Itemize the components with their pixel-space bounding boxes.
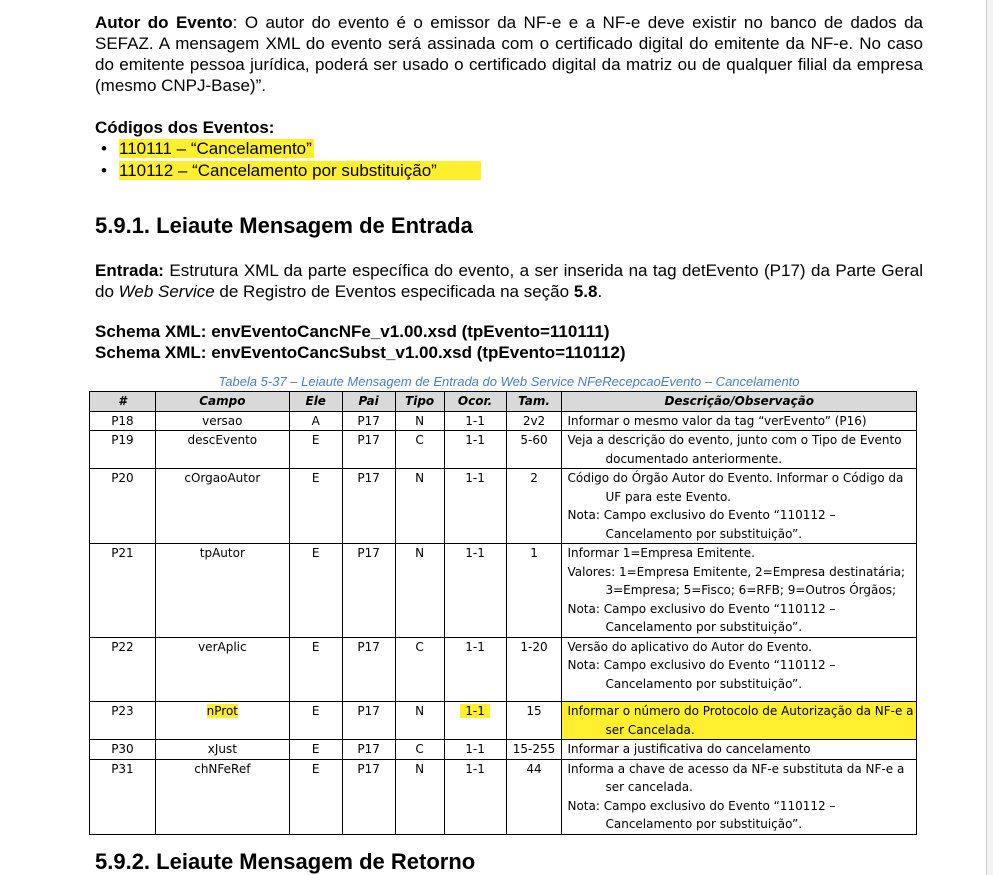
codes-list: [95, 138, 923, 182]
cell-ocor: 1-1: [444, 544, 506, 638]
cell-ele: E: [289, 759, 342, 834]
cell-desc: [562, 759, 917, 834]
cell-pai: P17: [342, 431, 395, 469]
cell-desc: [562, 411, 917, 431]
table-header-row: [90, 392, 917, 412]
cell-campo: cOrgaoAutor: [155, 469, 289, 544]
cell-id: P22: [90, 637, 156, 702]
list-item: [95, 160, 923, 182]
cell-campo: versao: [155, 411, 289, 431]
bullet: •: [101, 139, 107, 158]
autor-body: : O autor do evento é o emissor da NF-e e a NF-e deve existir no banco de dados da SEFAZ. A mensagem XML do evento será assinada com o certificado digital do emitente da NF-e. No caso do emitente pessoa jurídica, poderá ser usado o certificado digital da matriz ou de qualquer filial da empresa (mesmo CNPJ-Base)”.: [95, 13, 924, 95]
section-title-591: 5.9.1. Leiaute Mensagem de Entrada: [95, 213, 473, 238]
cell-pai: P17: [342, 759, 395, 834]
cell-ocor: 1-1: [444, 637, 506, 702]
schema-block: [95, 321, 923, 363]
desc-line: Nota: Campo exclusivo do Evento “110112 – Cancelamento por substituição”.: [567, 658, 836, 691]
cell-id: P19: [90, 431, 156, 469]
cell-tipo: N: [395, 544, 444, 638]
table-row: [90, 544, 917, 638]
code-110111: 110111 – “Cancelamento”: [119, 139, 312, 158]
col-header-ele: Ele: [289, 392, 342, 412]
col-header-id: #: [90, 392, 156, 412]
cell-ocor: 1-1: [444, 469, 506, 544]
highlighted-desc: Informar o número do Protocolo de Autorização da NF-e a ser Cancelada.: [562, 702, 916, 739]
cell-pai: P17: [342, 544, 395, 638]
codes-title: Códigos dos Eventos:: [95, 118, 275, 137]
cell-pai: P17: [342, 702, 395, 740]
table-row: [90, 740, 917, 760]
cell-pai: P17: [342, 411, 395, 431]
entrada-part2: de Registro de Eventos especificada na seção: [214, 282, 574, 301]
desc-line: Nota: Campo exclusivo do Evento “110112 – Cancelamento por substituição”.: [567, 601, 836, 634]
code-110112: 110112 – “Cancelamento por substituição”: [119, 161, 481, 180]
page-edge: [986, 0, 993, 875]
entrada-text: [95, 260, 923, 302]
highlighted-field: nProt: [206, 704, 239, 718]
cell-tam: 2v2: [506, 411, 562, 431]
cell-tipo: C: [395, 431, 444, 469]
schema-cancnfe: Schema XML: envEventoCancNFe_v1.00.xsd (tpEvento=110111): [95, 322, 610, 341]
cell-ocor: [444, 702, 506, 740]
cell-desc: [562, 637, 917, 702]
cell-id: P18: [90, 411, 156, 431]
cell-ele: E: [289, 544, 342, 638]
cell-ele: E: [289, 702, 342, 740]
col-header-ocor: Ocor.: [444, 392, 506, 412]
section-ref: 5.8: [573, 282, 598, 301]
desc-line: Informar 1=Empresa Emitente.: [567, 546, 755, 560]
cell-campo: xJust: [155, 740, 289, 760]
desc-line: Nota: Campo exclusivo do Evento “110112 – Cancelamento por substituição”.: [567, 508, 836, 541]
col-header-tam: Tam.: [506, 392, 562, 412]
col-header-pai: Pai: [342, 392, 395, 412]
cell-tipo: N: [395, 759, 444, 834]
col-header-tipo: Tipo: [395, 392, 444, 412]
desc-line: Informa a chave de acesso da NF-e substituta da NF-e a ser cancelada.: [567, 761, 905, 794]
table-row: [90, 411, 917, 431]
cell-ele: E: [289, 637, 342, 702]
autor-paragraph: [95, 12, 923, 96]
cell-tam: 1: [506, 544, 562, 638]
section-title-592: 5.9.2. Leiaute Mensagem de Retorno: [95, 849, 476, 874]
desc-line: Versão do aplicativo do Autor do Evento.: [567, 639, 812, 654]
cell-desc: [562, 544, 917, 638]
layout-table: [89, 391, 917, 835]
cell-desc: [562, 702, 917, 740]
cell-id: P21: [90, 544, 156, 638]
schema-cancsubst: Schema XML: envEventoCancSubst_v1.00.xsd (tpEvento=110112): [95, 343, 626, 362]
codes-block: [95, 118, 923, 182]
highlighted-ocor: 1-1: [460, 704, 490, 718]
table-row: [90, 469, 917, 544]
table-row: [90, 702, 917, 740]
desc-line: Informar o mesmo valor da tag “verEvento” (P16): [567, 413, 867, 428]
cell-tipo: C: [395, 637, 444, 702]
desc-line: Valores: 1=Empresa Emitente, 2=Empresa destinatária; 3=Empresa; 5=Fisco; 6=RFB; 9=Outros Órgãos;: [567, 564, 906, 597]
bullet: •: [101, 161, 107, 180]
cell-pai: P17: [342, 740, 395, 760]
cell-id: P20: [90, 469, 156, 544]
cell-desc: [562, 740, 917, 760]
cell-ocor: 1-1: [444, 411, 506, 431]
cell-ele: E: [289, 431, 342, 469]
table-caption: Tabela 5-37 – Leiaute Mensagem de Entrada do Web Service NFeRecepcaoEvento – Cancelamento: [218, 374, 800, 389]
cell-pai: P17: [342, 469, 395, 544]
cell-tam: 15: [506, 702, 562, 740]
cell-tam: 1-20: [506, 637, 562, 702]
cell-id: P23: [90, 702, 156, 740]
cell-desc: [562, 431, 917, 469]
list-item: [95, 138, 923, 160]
col-header-campo: Campo: [155, 392, 289, 412]
entrada-part1: Estrutura XML da parte específica do evento, a ser inserida na tag detEvento (P17) da Parte Geral do: [95, 261, 923, 301]
cell-tipo: N: [395, 469, 444, 544]
autor-label: Autor do Evento: [95, 13, 233, 32]
cell-tipo: N: [395, 702, 444, 740]
cell-tam: 44: [506, 759, 562, 834]
table-row: [90, 759, 917, 834]
cell-tam: 2: [506, 469, 562, 544]
cell-ele: E: [289, 740, 342, 760]
cell-tam: 15-255: [506, 740, 562, 760]
table-row: [90, 637, 917, 702]
cell-id: P30: [90, 740, 156, 760]
cell-campo: chNFeRef: [155, 759, 289, 834]
table-row: [90, 431, 917, 469]
cell-ocor: 1-1: [444, 740, 506, 760]
cell-ocor: 1-1: [444, 759, 506, 834]
desc-line: Código do Órgão Autor do Evento. Informar o Código da UF para este Evento.: [567, 471, 904, 504]
autor-text: [95, 12, 923, 96]
cell-campo: tpAutor: [155, 544, 289, 638]
cell-pai: P17: [342, 637, 395, 702]
cell-ele: E: [289, 469, 342, 544]
cell-tipo: N: [395, 411, 444, 431]
cell-campo: [155, 702, 289, 740]
desc-line: Nota: Campo exclusivo do Evento “110112 – Cancelamento por substituição”.: [567, 798, 836, 831]
desc-line: Veja a descrição do evento, junto com o Tipo de Evento documentado anteriormente.: [567, 433, 902, 466]
web-service-term: Web Service: [118, 282, 215, 301]
cell-ele: A: [289, 411, 342, 431]
cell-desc: [562, 469, 917, 544]
cell-tam: 5-60: [506, 431, 562, 469]
desc-line: Informar a justificativa do cancelamento: [567, 742, 811, 756]
cell-campo: verAplic: [155, 637, 289, 702]
cell-id: P31: [90, 759, 156, 834]
entrada-paragraph: [95, 260, 923, 302]
col-header-desc: Descrição/Observação: [562, 392, 917, 412]
entrada-label: Entrada:: [95, 261, 164, 280]
cell-ocor: 1-1: [444, 431, 506, 469]
cell-tipo: C: [395, 740, 444, 760]
cell-campo: descEvento: [155, 431, 289, 469]
entrada-part3: .: [597, 282, 603, 301]
